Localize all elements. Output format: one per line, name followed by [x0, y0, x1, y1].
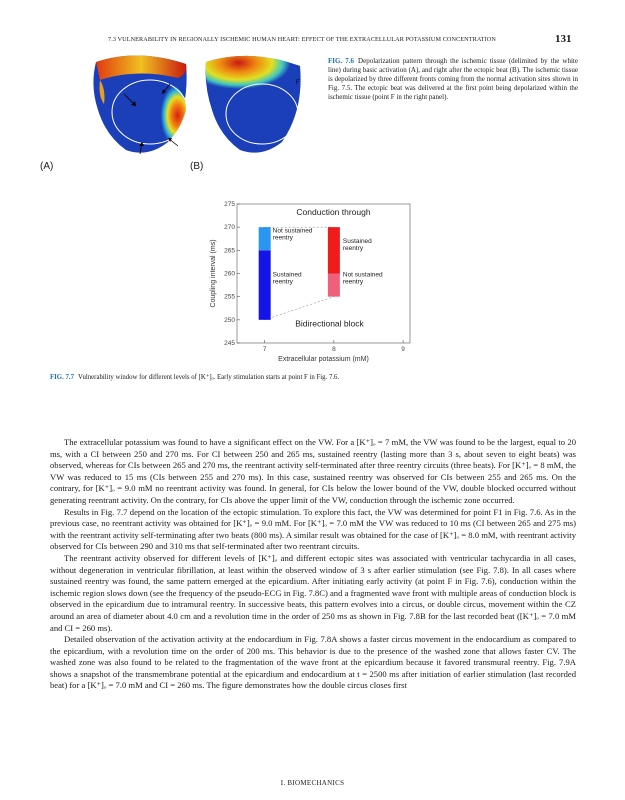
- bar-label-not-sustained-7: reentry: [272, 234, 293, 242]
- running-head: 7.3 VULNERABILITY IN REGIONALLY ISCHEMIC HUMAN HEART: EFFECT OF THE EXTRACELLULAR POTASSIUM CONCENTRATION: [108, 36, 496, 43]
- chart-title: Conduction through: [296, 207, 371, 217]
- x-tick-label: 8: [332, 346, 336, 353]
- x-axis-label: Extracellular potassium (mM): [278, 356, 369, 363]
- heart-image-a: [78, 50, 193, 160]
- paragraph: Results in Fig. 7.7 depend on the location of the ectopic stimulation. To explore this fact, the VW was determined for point F1 in Fig. 7.6. As in the previous case, no reentrant activity was obtained for [K⁺]ₒ = 9.0 mM. For [K⁺]ₒ = 7.0 mM the VW was reduced to 10 ms (CI between 265 and 275 ms) with the reentrant activity self-terminating after two beats (800 ms). A similar result was obtained for the case of [K⁺]ₒ = 8.0 mM, with reentrant activity observed for CIs between 290 and 310 ms that self-terminated after two reentrant circuits.: [50, 506, 576, 552]
- footer-section: I. BIOMECHANICS: [280, 779, 345, 787]
- bar-2: [328, 274, 340, 297]
- paragraph: The reentrant activity observed for different levels of [K⁺]ₒ and different ectopic sites was associated with ventricular tachycardia in all cases, without degeneration in ventricular fibrillation, at least within the observed window of 3 s after earlier stimulation (see Fig. 7.8). In all cases where sustained reentry was found, the same pattern emerged at the epicardium. After initiating early activity (at point F in Fig. 7.6), conduction within the ischemic region slows down (see the frequency of the pseudo-ECG in Fig. 7.8C) and a fragmented wave front with multiple areas of conduction block is observed in the epicardium due to intramural reentry. In successive beats, this pattern evolves into a circus, or double circus, movement within the CZ around an area of diameter about 4.0 cm and a revolution time in the order of 250 ms as shown in Fig. 7.8B for the last recorded beat ([K⁺]ₒ = 7.0 mM and CI = 260 ms).: [50, 552, 576, 633]
- caption-text: Depolarization pattern through the ischemic tissue (delimited by the white line) during basic activation (A), and right after the ectopic beat (B). The ischemic tissue is depolarized by three different fronts coming from the normal activation sites shown in Fig. 7.5. The ectopic beat was delivered at the first point being depolarized within the ischemic tissue (point F in the right panel).: [328, 57, 578, 101]
- bar-label-sustained-8: Sustained: [342, 237, 372, 245]
- bar-label-sustained-8: reentry: [342, 244, 364, 252]
- panel-label-b: (B): [190, 161, 204, 172]
- body-text: [50, 437, 576, 692]
- y-tick-label: 275: [224, 201, 235, 208]
- bar-label-not-sustained-8: Not sustained: [342, 271, 383, 279]
- bar-label-not-sustained-8: reentry: [342, 278, 364, 286]
- figure-7-7-caption: [50, 373, 590, 381]
- caption-text: Vulnerability window for different levels of [K⁺]ₒ. Early stimulation starts at point F in Fig. 7.6.: [77, 374, 340, 381]
- x-tick-label: 7: [262, 346, 267, 353]
- caption-label: FIG. 7.7: [50, 374, 74, 381]
- x-tick-label: 9: [401, 346, 405, 353]
- bar-3: [328, 227, 340, 273]
- bottom-region-label: Bidirectional block: [295, 318, 364, 329]
- y-axis-label: Coupling interval (ms): [210, 239, 217, 308]
- svg-text:F: F: [296, 80, 300, 86]
- y-tick-label: 255: [224, 293, 235, 301]
- bar-label-not-sustained-7: Not sustained: [272, 227, 313, 235]
- y-tick-label: 265: [224, 247, 235, 255]
- y-tick-label: 270: [224, 224, 235, 232]
- figure-7-7-chart: [205, 196, 420, 373]
- bar-1: [259, 227, 271, 250]
- page-number: 131: [555, 33, 572, 45]
- heart-image-b: [200, 50, 315, 160]
- bar-label-sustained-7: Sustained: [272, 271, 302, 279]
- bar-0: [259, 250, 271, 319]
- y-tick-label: 260: [224, 270, 235, 278]
- paragraph: Detailed observation of the activation activity at the endocardium in Fig. 7.8A shows a faster circus movement in the endocardium as compared to the epicardium, with a revolution time on the order of 200 ms. This behavior is due to the presence of the washed zone that allows faster CV. The washed zone was also found to be related to the fragmentation of the wave front at the epicardium because it favored transmural reentry. Fig. 7.9A shows a snapshot of the transmembrane potential at the epicardium and endocardium at t = 2500 ms after initiation of earlier stimulation (last recorded beat) for a [K⁺]ₒ = 7.0 mM and CI = 260 ms. The figure demonstrates how the double circus closes first: [50, 634, 576, 691]
- vulnerability-chart: [205, 196, 420, 368]
- paragraph: The extracellular potassium was found to have a significant effect on the VW. For a [K⁺]ₒ = 7 mM, the VW was found to be the largest, equal to 20 ms, with a CI between 250 and 270 ms. For CI between 250 and 265 ms, sustained reentry (lasting more than 3 s, about seven to eight beats) was observed, whereas for CIs between 265 and 270 ms, the reentrant activity self-terminated after three reentry circuits (three beats). For [K⁺]ₒ = 8 mM, the VW was reduced to 15 ms (CIs between 255 and 270 ms). In this case, sustained reentry was observed for CIs between 255 and 265 ms. On the contrary, for [K⁺]ₒ = 9.0 mM no reentrant activity was found. In general, for CIs below the lower bound of the VW, double blocked occurred without generating reentrant activity. On the contrary, for CIs above the upper limit of the VW, conduction through the ischemic zone occurred.: [50, 437, 576, 505]
- panel-label-a: (A): [40, 161, 54, 172]
- y-tick-label: 245: [224, 340, 235, 347]
- figure-7-6-caption: [328, 57, 578, 102]
- caption-label: FIG. 7.6: [328, 57, 355, 65]
- y-tick-label: 250: [224, 316, 235, 324]
- bar-label-sustained-7: reentry: [272, 278, 293, 286]
